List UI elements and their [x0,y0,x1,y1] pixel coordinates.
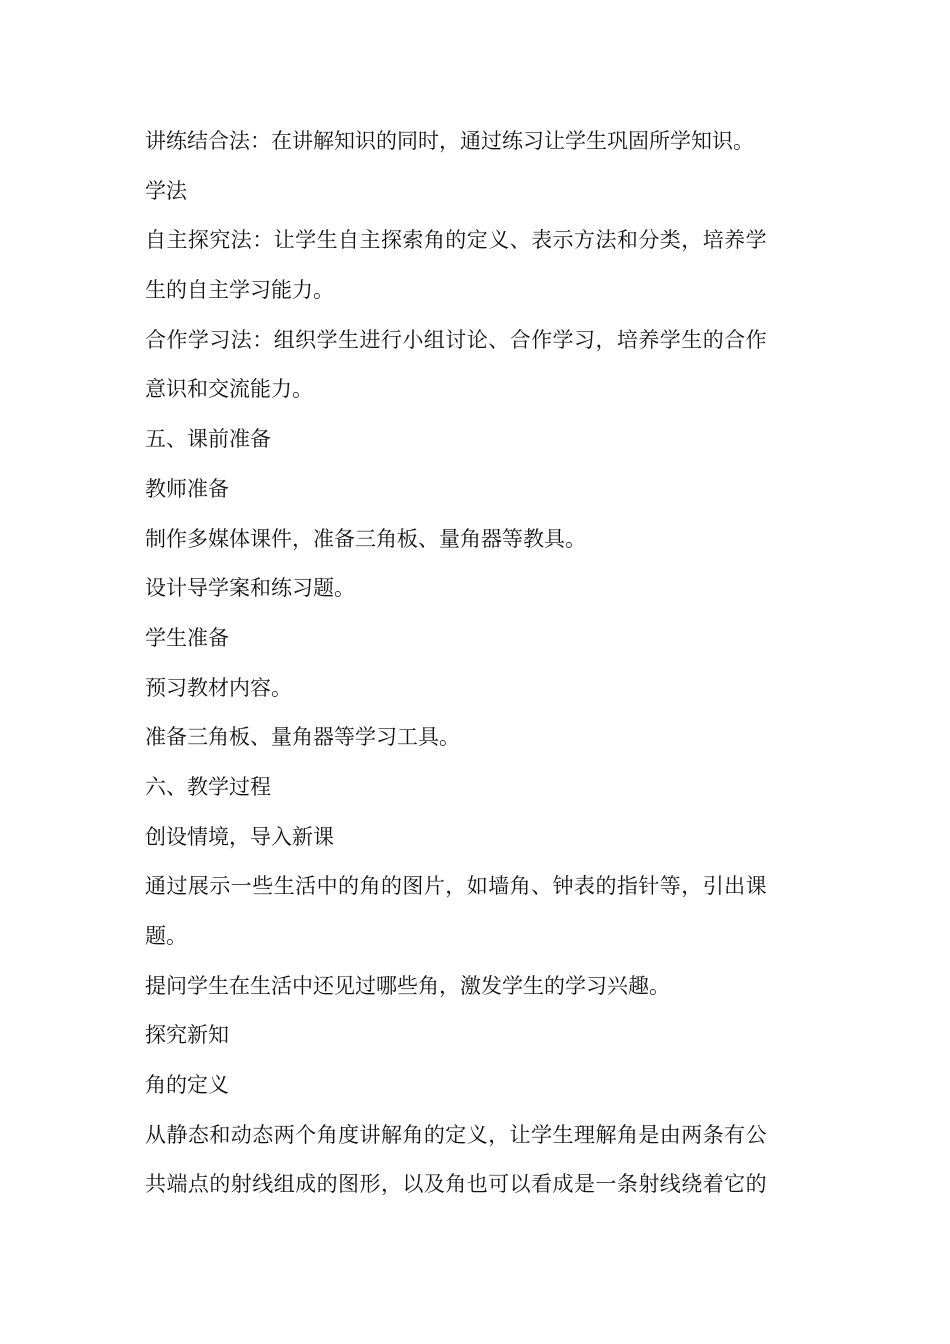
paragraph-line: 设计导学案和练习题。 [145,576,355,601]
paragraph-line: 预习教材内容。 [145,675,292,700]
paragraph-line: 准备三角板、量角器等学习工具。 [145,725,460,750]
section-heading: 创设情境，导入新课 [145,824,334,849]
paragraph-line: 从静态和动态两个角度讲解角的定义，让学生理解角是由两条有公 [145,1122,768,1147]
paragraph-line: 讲练结合法：在讲解知识的同时，通过练习让学生巩固所学知识。 [145,129,754,153]
section-heading: 探究新知 [145,1023,229,1048]
section-heading: 教师准备 [145,476,229,501]
paragraph-line: 制作多媒体课件，准备三角板、量角器等教具。 [145,526,586,551]
section-heading: 角的定义 [145,1073,229,1098]
paragraph-line: 生的自主学习能力。 [145,278,334,303]
paragraph-line: 共端点的射线组成的图形，以及角也可以看成是一条射线绕着它的 [145,1172,768,1197]
section-heading: 六、教学过程 [145,774,271,799]
paragraph-line: 题。 [145,924,187,948]
section-heading: 学法 [145,178,187,203]
paragraph-line: 提问学生在生活中还见过哪些角，激发学生的学习兴趣。 [145,973,670,998]
paragraph-line: 自主探究法：让学生自主探索角的定义、表示方法和分类，培养学 [145,228,768,253]
paragraph-line: 合作学习法：组织学生进行小组讨论、合作学习，培养学生的合作 [145,327,768,352]
document-body [145,117,810,1210]
paragraph-line: 通过展示一些生活中的角的图片，如墙角、钟表的指针等，引出课 [145,874,768,899]
paragraph-line: 意识和交流能力。 [145,377,313,402]
section-heading: 学生准备 [145,625,229,650]
section-heading: 五、课前准备 [145,427,271,452]
